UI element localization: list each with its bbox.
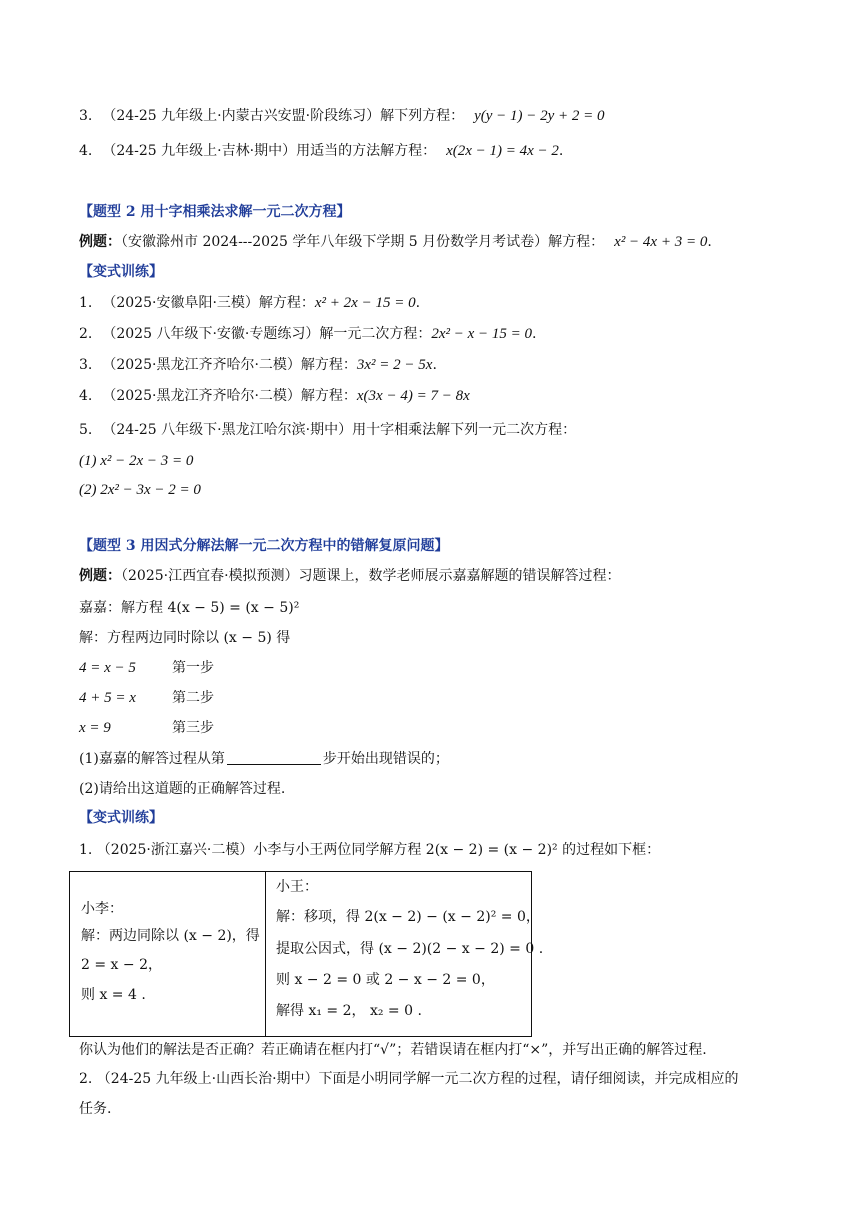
variant-3-item-2-cont: 任务. (79, 1101, 112, 1117)
variant-2-item-3: 3. （2025·黑龙江齐齐哈尔·二模）解方程：3x² = 2 − 5x. (79, 357, 437, 373)
variant-3-item-1: 1. （2025·浙江嘉兴·二模）小李与小王两位同学解方程 2(x − 2) = (x − 2)² 的过程如下框： (79, 842, 661, 858)
xiaoli-title: 小李： (81, 901, 123, 917)
box-divider (265, 872, 266, 1036)
step-2: 4 + 5 = x 第二步 (79, 690, 214, 706)
question-4: 4. （24-25 九年级上·吉林·期中）用适当的方法解方程： x(2x − 1) = 4x − 2. (79, 143, 564, 159)
xiaoli-step-2: 2 = x − 2， (81, 957, 162, 973)
section-3-example: 例题：（2025·江西宜春·模拟预测）习题课上，数学老师展示嘉嘉解题的错误解答过程： (79, 568, 621, 584)
sub-question-1: (1) x² − 2x − 3 = 0 (79, 453, 194, 469)
comparison-box (69, 871, 544, 1037)
section-2-variant-heading: 【变式训练】 (79, 264, 163, 280)
solution-line: 解：方程两边同时除以 (x − 5) 得 (79, 630, 291, 646)
xiaowang-step-1: 解：移项，得 2(x − 2) − (x − 2)² = 0， (276, 909, 540, 925)
question-1-fill-blank: (1)嘉嘉的解答过程从第 步开始出现错误的； (79, 751, 449, 767)
variant-2-item-5: 5. （24-25 八年级下·黑龙江哈尔滨·期中）用十字相乘法解下列一元二次方程： (79, 422, 577, 438)
question-3: 3. （24-25 九年级上·内蒙古兴安盟·阶段练习）解下列方程： y(y − 1) − 2y + 2 = 0 (79, 108, 605, 124)
xiaoli-step-1: 解：两边同除以 (x − 2)，得 (81, 928, 260, 944)
xiaowang-step-3: 则 x − 2 = 0 或 2 − x − 2 = 0， (276, 972, 495, 988)
section-3-variant-heading: 【变式训练】 (79, 810, 163, 826)
variant-2-item-4: 4. （2025·黑龙江齐齐哈尔·二模）解方程：x(3x − 4) = 7 − 8x (79, 388, 470, 404)
step-3: x = 9 第三步 (79, 720, 214, 736)
judge-instruction: 你认为他们的解法是否正确？若正确请在框内打“√”；若错误请在框内打“×”，并写出正确的解答过程. (79, 1042, 707, 1058)
jiajia-line: 嘉嘉：解方程 4(x − 5) = (x − 5)² (79, 600, 300, 616)
section-3-heading: 【题型 3 用因式分解法解一元二次方程中的错解复原问题】 (79, 538, 449, 554)
variant-2-item-1: 1. （2025·安徽阜阳·三模）解方程：x² + 2x − 15 = 0. (79, 295, 421, 311)
variant-3-item-2: 2. （24-25 九年级上·山西长治·期中）下面是小明同学解一元二次方程的过程，请仔细阅读，并完成相应的 (79, 1071, 739, 1087)
variant-2-item-2: 2. （2025 八年级下·安徽·专题练习）解一元二次方程：2x² − x − 15 = 0. (79, 326, 537, 342)
step-1: 4 = x − 5 第一步 (79, 660, 214, 676)
xiaowang-step-4: 解得 x₁ = 2， x₂ = 0 . (276, 1003, 422, 1019)
section-2-heading: 【题型 2 用十字相乘法求解一元二次方程】 (79, 204, 351, 220)
question-2-line: (2)请给出这道题的正确解答过程. (79, 781, 286, 797)
xiaowang-title: 小王： (276, 879, 318, 895)
section-2-example: 例题：（安徽滁州市 2024---2025 学年八年级下学期 5 月份数学月考试卷）解方程： x² − 4x + 3 = 0. (79, 234, 712, 250)
answer-blank[interactable] (227, 750, 321, 765)
sub-question-2: (2) 2x² − 3x − 2 = 0 (79, 482, 201, 498)
xiaoli-step-3: 则 x = 4 . (81, 987, 146, 1003)
xiaowang-step-2: 提取公因式，得 (x − 2)(2 − x − 2) = 0 . (276, 941, 544, 957)
